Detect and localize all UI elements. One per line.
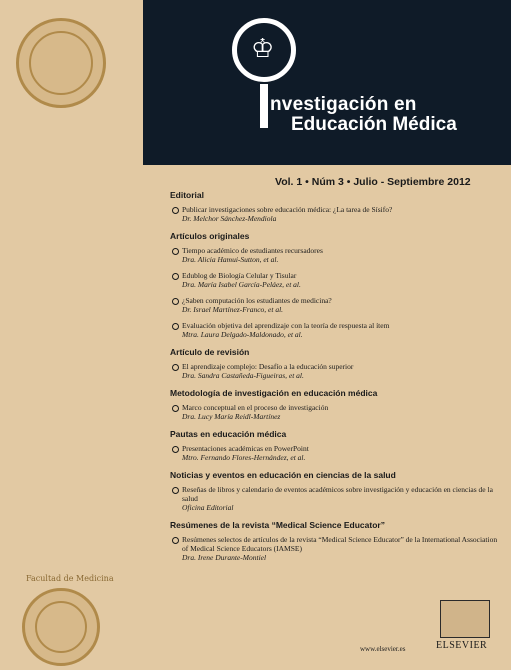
journal-title-line1: nvestigación en [270,94,417,115]
article-author: Oficina Editorial [182,503,234,512]
section-heading: Noticias y eventos en educación en ciencias de la salud [170,470,396,480]
article-title: Evaluación objetiva del aprendizaje con la teoría de respuesta al ítem [182,321,390,330]
unam-seal-icon [16,18,106,108]
article-author: Dr. Israel Martínez-Franco, et al. [182,305,284,314]
faculty-seal-icon [22,588,100,666]
elsevier-tree-icon [440,600,490,638]
article-author: Dra. Sandra Castañeda-Figueiras, et al. [182,371,304,380]
toc-item[interactable] [170,296,500,314]
article-author: Mtra. Laura Delgado-Maldonado, et al. [182,330,303,339]
section-heading: Resúmenes de la revista “Medical Science Educator” [170,520,385,530]
toc-item[interactable] [170,321,500,339]
article-title: Resúmenes selectos de artículos de la revista “Medical Science Educator” de la International Association of Medical Science Educators (IAMSE) [182,535,498,553]
toc-item[interactable] [170,362,500,380]
article-author: Dra. Lucy María Reidl-Martínez [182,412,281,421]
toc-item[interactable] [170,205,500,223]
section-heading: Metodología de investigación en educación médica [170,388,378,398]
section-heading: Editorial [170,190,205,200]
faculty-label: Facultad de Medicina [26,574,114,583]
article-author: Dr. Melchor Sánchez-Mendiola [182,214,277,223]
article-title: Publicar investigaciones sobre educación médica: ¿La tarea de Sísifo? [182,205,393,214]
publisher-url[interactable]: www.elsevier.es [360,645,406,653]
cover-header [143,0,511,165]
toc-item[interactable] [170,403,500,421]
publisher-name: ELSEVIER [436,640,488,651]
section-heading: Pautas en educación médica [170,429,287,439]
article-title: Reseñas de libros y calendario de eventos académicos sobre investigación y educación en ciencias de la salud [182,485,493,503]
article-title: Edublog de Biología Celular y Tisular [182,271,297,280]
article-title: ¿Saben computación los estudiantes de medicina? [182,296,332,305]
article-title: Marco conceptual en el proceso de investigación [182,403,329,412]
section-heading: Artículo de revisión [170,347,250,357]
article-title: Presentaciones académicas en PowerPoint [182,444,309,453]
article-author: Dra. María Isabel García-Peláez, et al. [182,280,301,289]
journal-title-line2: Educación Médica [291,114,457,135]
article-title: Tiempo académico de estudiantes recursadores [182,246,323,255]
toc-item[interactable] [170,246,500,264]
article-author: Dra. Irene Durante-Montiel [182,553,267,562]
magnifier-stem-icon [260,84,268,128]
article-author: Dra. Alicia Hamui-Sutton, et al. [182,255,279,264]
article-author: Mtro. Fernando Flores-Hernández, et al. [182,453,306,462]
toc-item[interactable] [170,535,500,562]
article-title: El aprendizaje complejo: Desafío a la educación superior [182,362,354,371]
table-of-contents [170,190,500,569]
graduate-icon: ♔ [251,34,275,64]
toc-item[interactable] [170,485,500,512]
toc-item[interactable] [170,271,500,289]
section-heading: Artículos originales [170,231,250,241]
issue-info: Vol. 1 • Núm 3 • Julio - Septiembre 2012 [275,176,471,188]
toc-item[interactable] [170,444,500,462]
